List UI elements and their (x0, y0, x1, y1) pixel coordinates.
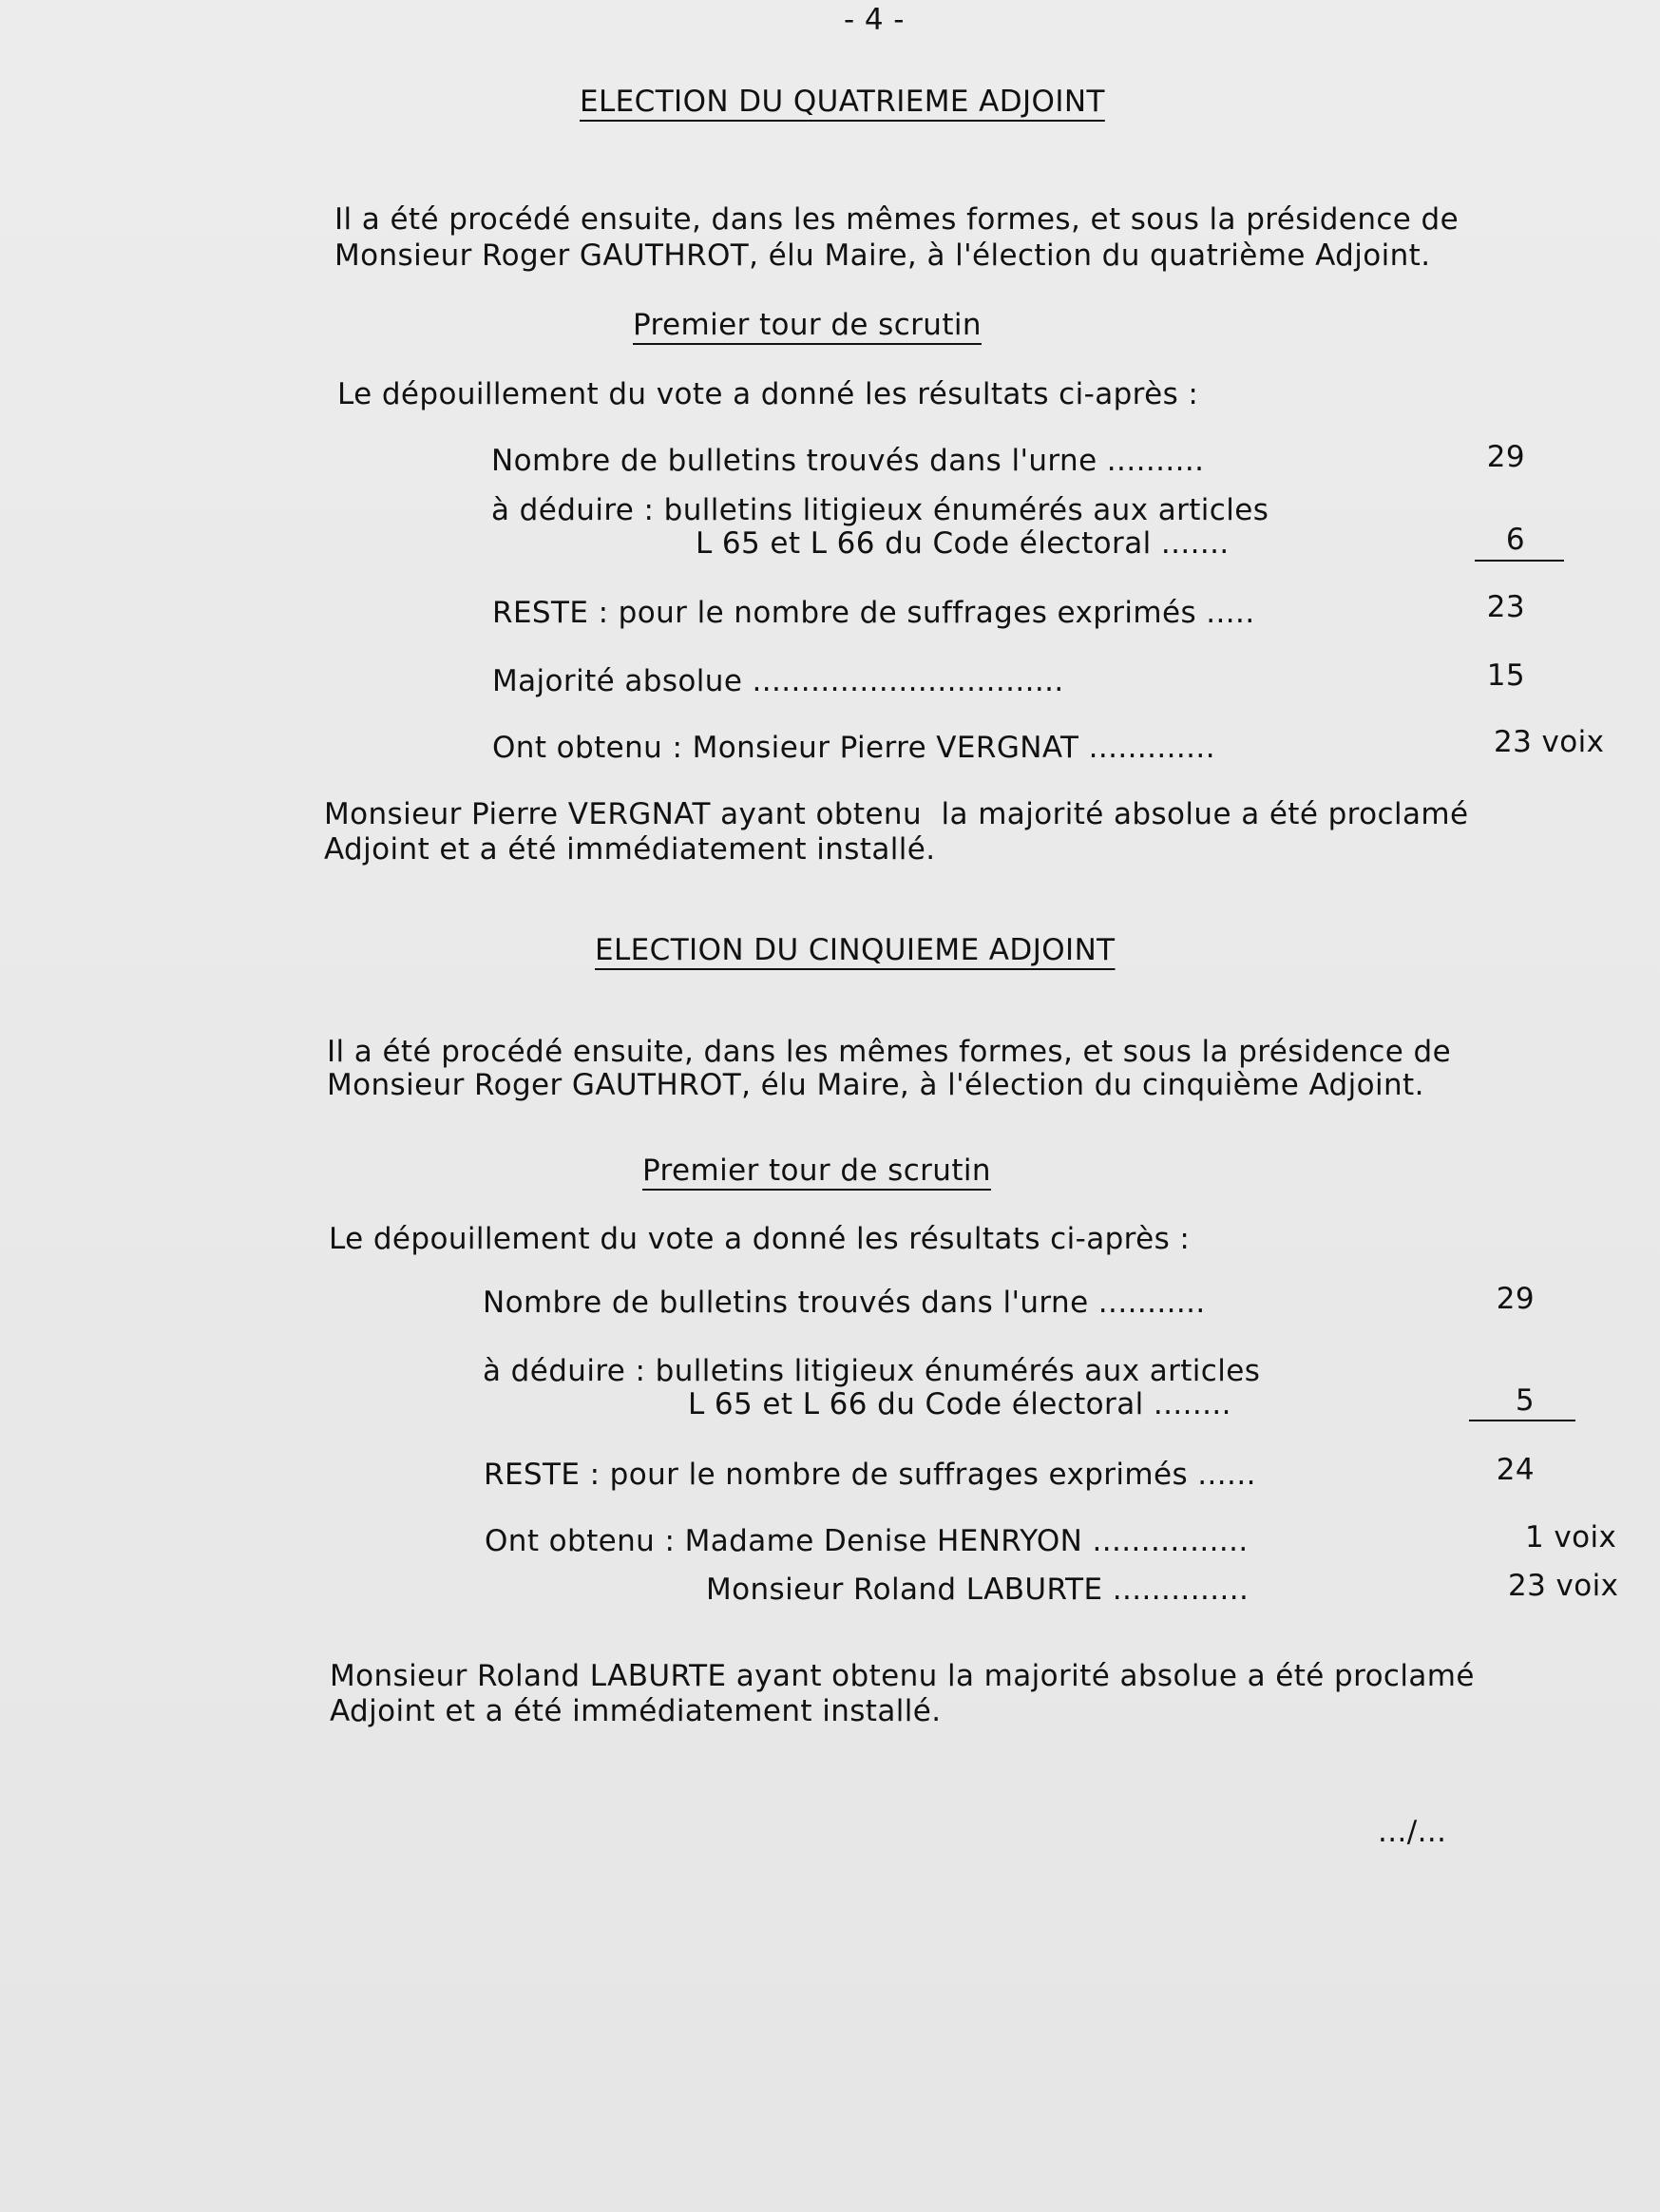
section2-row-deduire-label2: L 65 et L 66 du Code électoral ........ (688, 1387, 1231, 1421)
section2-row-deduire-label: à déduire : bulletins litigieux énumérés aux articles (483, 1354, 1261, 1388)
continuation-mark: .../... (1378, 1815, 1447, 1849)
section2-intro-line2: Monsieur Roger GAUTHROT, élu Maire, à l'élection du cinquième Adjoint. (327, 1068, 1424, 1102)
section1-row-deduire-value: 6 (1505, 523, 1525, 557)
section1-row-reste-label: RESTE : pour le nombre de suffrages exprimés ..... (492, 596, 1255, 630)
section2-row-obtenu-label: Ont obtenu : Madame Denise HENRYON ................ (485, 1524, 1249, 1558)
page-number: - 4 - (844, 3, 905, 37)
section2-results-intro: Le dépouillement du vote a donné les résultats ci-après : (329, 1222, 1191, 1256)
section2-row-obtenu2-value: 23 voix (1508, 1569, 1619, 1603)
section1-row-obtenu-label: Ont obtenu : Monsieur Pierre VERGNAT ............. (492, 731, 1215, 765)
section2-row-obtenu2-label: Monsieur Roland LABURTE .............. (706, 1573, 1250, 1607)
section1-row-reste-value: 23 (1486, 590, 1525, 624)
section1-conclusion-line1: Monsieur Pierre VERGNAT ayant obtenu la majorité absolue a été proclamé (324, 797, 1469, 831)
section1-heading: ELECTION DU QUATRIEME ADJOINT (580, 85, 1105, 119)
section2-conclusion-line2: Adjoint et a été immédiatement installé. (330, 1694, 942, 1728)
section1-row-majorite-value: 15 (1486, 658, 1525, 693)
section1-row-deduire-label2: L 65 et L 66 du Code électoral ....... (696, 526, 1230, 561)
section1-row-obtenu-value: 23 voix (1494, 725, 1605, 759)
section1-row-majorite-label: Majorité absolue ................................ (492, 664, 1064, 698)
section2-row-deduire-value: 5 (1515, 1383, 1535, 1418)
subtraction-rule (1475, 560, 1564, 562)
section2-conclusion-line1: Monsieur Roland LABURTE ayant obtenu la majorité absolue a été proclamé (330, 1659, 1475, 1693)
section1-row-bulletins-label: Nombre de bulletins trouvés dans l'urne .......... (491, 444, 1205, 478)
subtraction-rule (1469, 1420, 1575, 1421)
section2-heading: ELECTION DU CINQUIEME ADJOINT (595, 933, 1116, 967)
section1-intro-line2: Monsieur Roger GAUTHROT, élu Maire, à l'élection du quatrième Adjoint. (334, 238, 1431, 273)
section1-row-deduire-label: à déduire : bulletins litigieux énumérés aux articles (491, 493, 1269, 527)
section2-row-bulletins-label: Nombre de bulletins trouvés dans l'urne ........... (483, 1286, 1206, 1320)
section1-row-bulletins-value: 29 (1486, 440, 1525, 474)
section2-row-obtenu-value: 1 voix (1525, 1520, 1617, 1554)
section1-conclusion-line2: Adjoint et a été immédiatement installé. (324, 832, 936, 867)
section2-intro-line1: Il a été procédé ensuite, dans les mêmes formes, et sous la présidence de (327, 1035, 1452, 1069)
section2-row-reste-value: 24 (1496, 1453, 1535, 1487)
section1-results-intro: Le dépouillement du vote a donné les résultats ci-après : (337, 377, 1199, 411)
section1-subheading: Premier tour de scrutin (633, 308, 982, 342)
section2-row-bulletins-value: 29 (1496, 1282, 1535, 1316)
section2-row-reste-label: RESTE : pour le nombre de suffrages exprimés ...... (484, 1458, 1256, 1492)
section1-intro-line1: Il a été procédé ensuite, dans les mêmes formes, et sous la présidence de (334, 202, 1460, 237)
section2-subheading: Premier tour de scrutin (642, 1154, 991, 1188)
